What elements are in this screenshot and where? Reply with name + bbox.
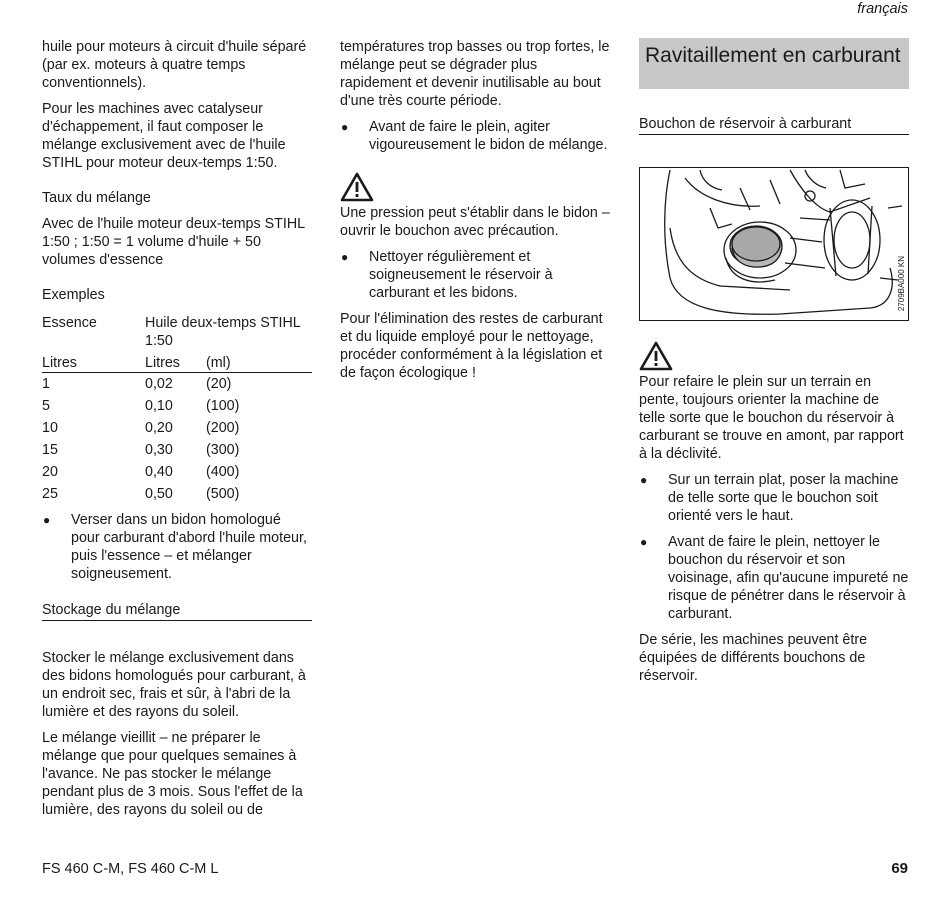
- list-item: [340, 118, 612, 154]
- vieillit-bold: Le mélange vieillit: [42, 730, 156, 746]
- table-row: [42, 417, 312, 439]
- mixture-table: [42, 314, 312, 505]
- bullet-icon: ●: [43, 513, 51, 527]
- table-cell: 5: [42, 398, 50, 414]
- warning-icon: [340, 172, 612, 204]
- closing-text: De série, les machines peuvent être équipées de différents bouchons de réservoir.: [639, 632, 868, 684]
- table-header-row: [42, 314, 312, 354]
- bullet-text: Sur un terrain plat, poser la machine de telle sorte que le bouchon soit orienté vers le haut.: [668, 472, 899, 524]
- table-cell: (300): [206, 442, 240, 458]
- page-number: 69: [891, 860, 908, 877]
- table-unit: Litres: [145, 354, 206, 373]
- table-cell: 15: [42, 442, 58, 458]
- table-row: [42, 483, 312, 505]
- table-header-essence: Essence: [42, 315, 97, 331]
- bullet-icon: ●: [341, 120, 349, 134]
- list-item: [639, 471, 909, 525]
- language-label: français: [857, 1, 908, 17]
- table-cell: 20: [42, 464, 58, 480]
- table-cell: 0,02: [145, 376, 173, 392]
- stockage-heading: Stockage du mélange: [42, 601, 312, 621]
- vieillit-paragraph: [42, 729, 312, 819]
- bullet-icon: ●: [640, 473, 648, 487]
- column-2: [340, 38, 612, 390]
- column-3: [639, 38, 909, 693]
- table-row: [42, 461, 312, 483]
- table-unit: (ml): [206, 354, 312, 373]
- warning-text: Pour refaire le plein sur un terrain en pente, toujours orienter la machine de telle sorte que le bouchon du réservoir à carburant se trouve en amont, par rapport à la déclivité.: [639, 374, 904, 462]
- list-item: [639, 533, 909, 623]
- table-cell: 0,10: [145, 398, 173, 414]
- bullet-text: Verser dans un bidon homologué pour carburant d'abord l'huile moteur, puis l'essence – et mélanger soigneusement.: [71, 512, 307, 582]
- table-cell: 0,50: [145, 486, 173, 502]
- table-cell: (20): [206, 376, 232, 392]
- warning-text: Une pression peut s'établir dans le bidon – ouvrir le bouchon avec précaution.: [340, 205, 610, 239]
- table-row: [42, 395, 312, 417]
- bullet-icon: ●: [341, 250, 349, 264]
- fuel-cap-illustration: [639, 167, 909, 321]
- warning-icon: [639, 341, 909, 373]
- table-cell: (200): [206, 420, 240, 436]
- model-label: FS 460 C-M, FS 460 C-M L: [42, 861, 219, 877]
- table-cell: (400): [206, 464, 240, 480]
- table-cell: (500): [206, 486, 240, 502]
- exemples-heading: Exemples: [42, 287, 105, 303]
- bullet-text: Nettoyer régulièrement et soigneusement le réservoir à carburant et les bidons.: [369, 249, 553, 301]
- bullet-text: Avant de faire le plein, nettoyer le bouchon du réservoir et son voisinage, afin qu'aucune impureté ne risque de pénétrer dans le réservoir à carburant.: [668, 534, 909, 622]
- disposal-text: Pour l'élimination des restes de carburant et du liquide employé pour le nettoyage, procéder conformément à la législation et de façon écologique !: [340, 311, 603, 381]
- table-cell: 10: [42, 420, 58, 436]
- subheading: Bouchon de réservoir à carburant: [639, 115, 909, 135]
- continued-text: températures trop basses ou trop fortes, le mélange peut se dégrader plus rapidement et devenir inutilisable au bout d'une très courte période.: [340, 39, 610, 109]
- section-title: Ravitaillement en carburant: [639, 38, 909, 89]
- table-units-row: [42, 354, 312, 373]
- taux-heading: Taux du mélange: [42, 190, 151, 206]
- list-item: [42, 511, 312, 583]
- table-cell: 0,20: [145, 420, 173, 436]
- table-cell: (100): [206, 398, 240, 414]
- fuel-cap-drawing: [640, 168, 908, 320]
- intro-paragraph-1: huile pour moteurs à circuit d'huile séparé (par ex. moteurs à quatre temps conventionnels).: [42, 39, 307, 91]
- table-cell: 0,30: [145, 442, 173, 458]
- taux-text: Avec de l'huile moteur deux-temps STIHL 1:50 ; 1:50 = 1 volume d'huile + 50 volumes d'essence: [42, 216, 305, 268]
- column-1: [42, 38, 312, 827]
- table-unit: Litres: [42, 354, 145, 373]
- table-cell: 0,40: [145, 464, 173, 480]
- table-row: [42, 439, 312, 461]
- table-row: [42, 373, 312, 396]
- figure-code: 2709BA000 KN: [897, 256, 906, 312]
- bullet-icon: ●: [640, 535, 648, 549]
- stockage-text: Stocker le mélange exclusivement dans des bidons homologués pour carburant, à un endroit sec, frais et sûr, à l'abri de la lumière et des rayons du soleil.: [42, 650, 306, 720]
- bullet-text: Avant de faire le plein, agiter vigoureusement le bidon de mélange.: [369, 119, 608, 153]
- list-item: [340, 248, 612, 302]
- table-header-huile: Huile deux-temps STIHL 1:50: [145, 315, 301, 349]
- vieillit-text: – ne préparer le mélange que pour quelques semaines à l'avance. Ne pas stocker le mélange pendant plus de 3 mois. Sous l'effet de la lumière, des rayons du soleil ou de: [42, 730, 303, 818]
- intro-paragraph-2: Pour les machines avec catalyseur d'échappement, il faut composer le mélange exclusivement avec de l'huile STIHL pour moteur deux-temps 1:50.: [42, 101, 286, 171]
- table-cell: 25: [42, 486, 58, 502]
- table-cell: 1: [42, 376, 50, 392]
